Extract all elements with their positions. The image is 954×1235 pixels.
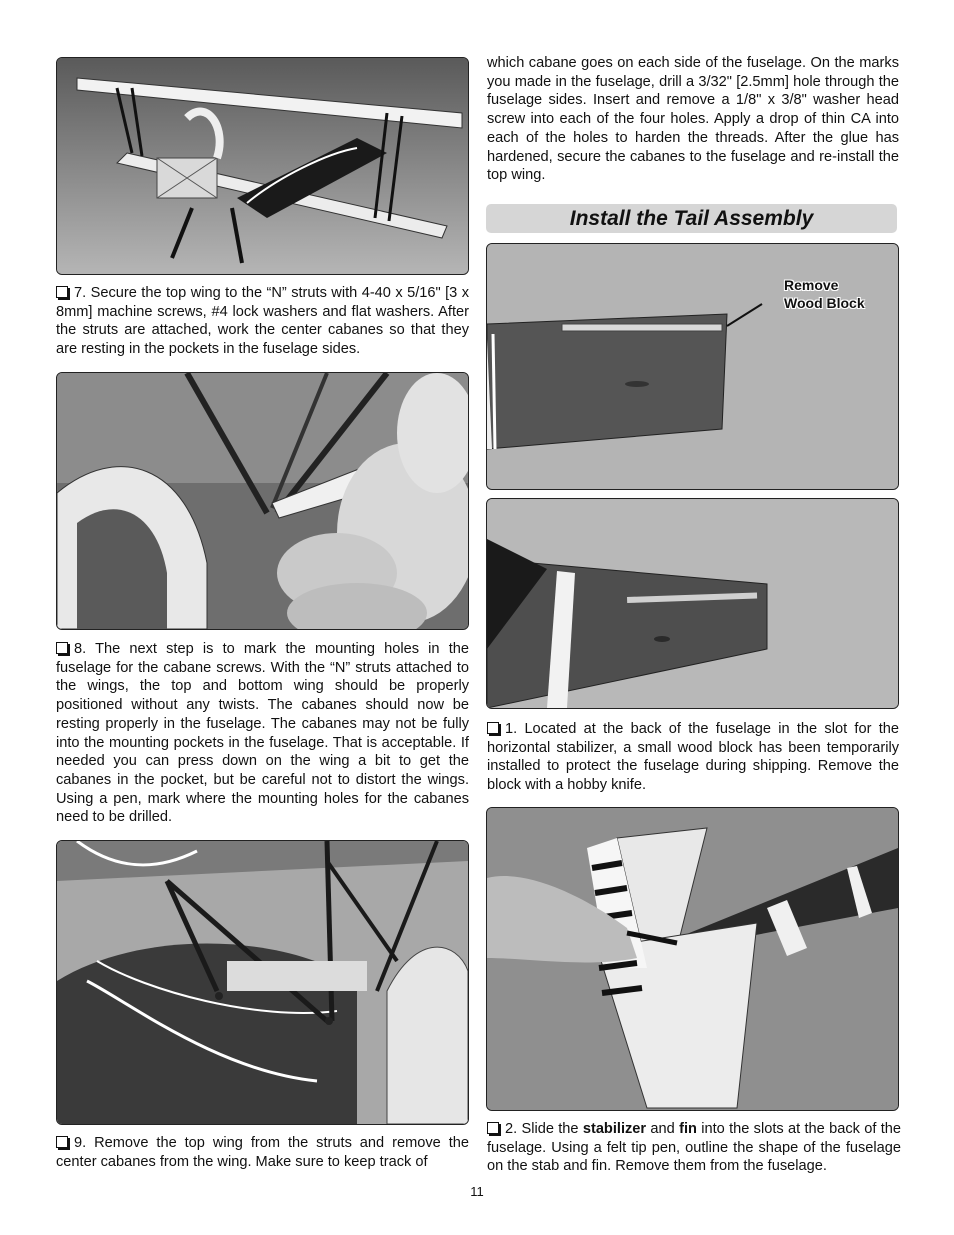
tail-step-2-text: 2. Slide the stabilizer and fin into the slots at the back of the fuselage. Using a felt tip pen, outline the shape of the fuselage on the stab and fin. Remove them from the fuselage.	[487, 1121, 901, 1175]
stabilizer-term: stabilizer	[582, 1121, 647, 1137]
photo-slot-clear	[486, 498, 899, 709]
photo-stab-and-fin	[486, 807, 899, 1111]
checkbox-icon[interactable]	[487, 1122, 499, 1134]
photo-cabanes-fuselage	[56, 840, 469, 1125]
photo-marking-holes	[56, 372, 469, 630]
step-8-text: 8. The next step is to mark the mounting holes in the fuselage for the cabane screws. With the “N” struts attached to the wings, the top and bottom wing should be properly positioned without any twists. The cabanes should now be resting properly in the fuselage. The cabanes may not be fully into the mounting pockets in the fuselage. That is acceptable. If needed you can press down on the wing a bit to get the cabanes in the pocket, but be careful not to distort the wings. Using a pen, mark where the mounting holes for the cabanes need to be drilled.	[56, 641, 469, 826]
callout-line-2: Wood Block	[784, 295, 865, 311]
callout-line-1: Remove	[784, 277, 839, 293]
step-7-text: 7. Secure the top wing to the “N” struts with 4-40 x 5/16" [3 x 8mm] machine screws, #4 lock washers and flat washers. After the struts are attached, work the center cabanes so that they are resting in the pockets in the fuselage sides.	[56, 285, 469, 358]
photo-biplane-assembled	[56, 57, 469, 275]
step-9-continued-text: which cabane goes on each side of the fuselage. On the marks you made in the fuselage, drill a 3/32" [2.5mm] hole through the fuselage sides. Insert and remove a 1/8" x 3/8" washer head screw into each of the four holes. Apply a drop of thin CA into each of the holes to harden the threads. After the glue has hardened, secure the cabanes to the fuselage and re-install the top wing.	[487, 55, 899, 184]
section-title: Install the Tail Assembly	[569, 207, 814, 230]
checkbox-icon[interactable]	[487, 722, 499, 734]
checkbox-icon[interactable]	[56, 286, 68, 298]
page-number: 11	[470, 1184, 484, 1199]
checkbox-icon[interactable]	[56, 642, 68, 654]
callout-remove-wood-block	[784, 276, 865, 312]
tail-step-1-text: 1. Located at the back of the fuselage in the slot for the horizontal stabilizer, a small wood block has been temporarily installed to protect the fuselage during shipping. Remove the block with a hobby knife.	[487, 721, 899, 794]
step-9-text: 9. Remove the top wing from the struts and remove the center cabanes from the wing. Make sure to keep track of	[56, 1135, 469, 1170]
checkbox-icon[interactable]	[56, 1136, 68, 1148]
section-header-bar	[486, 204, 897, 233]
fin-term: fin	[679, 1121, 697, 1137]
